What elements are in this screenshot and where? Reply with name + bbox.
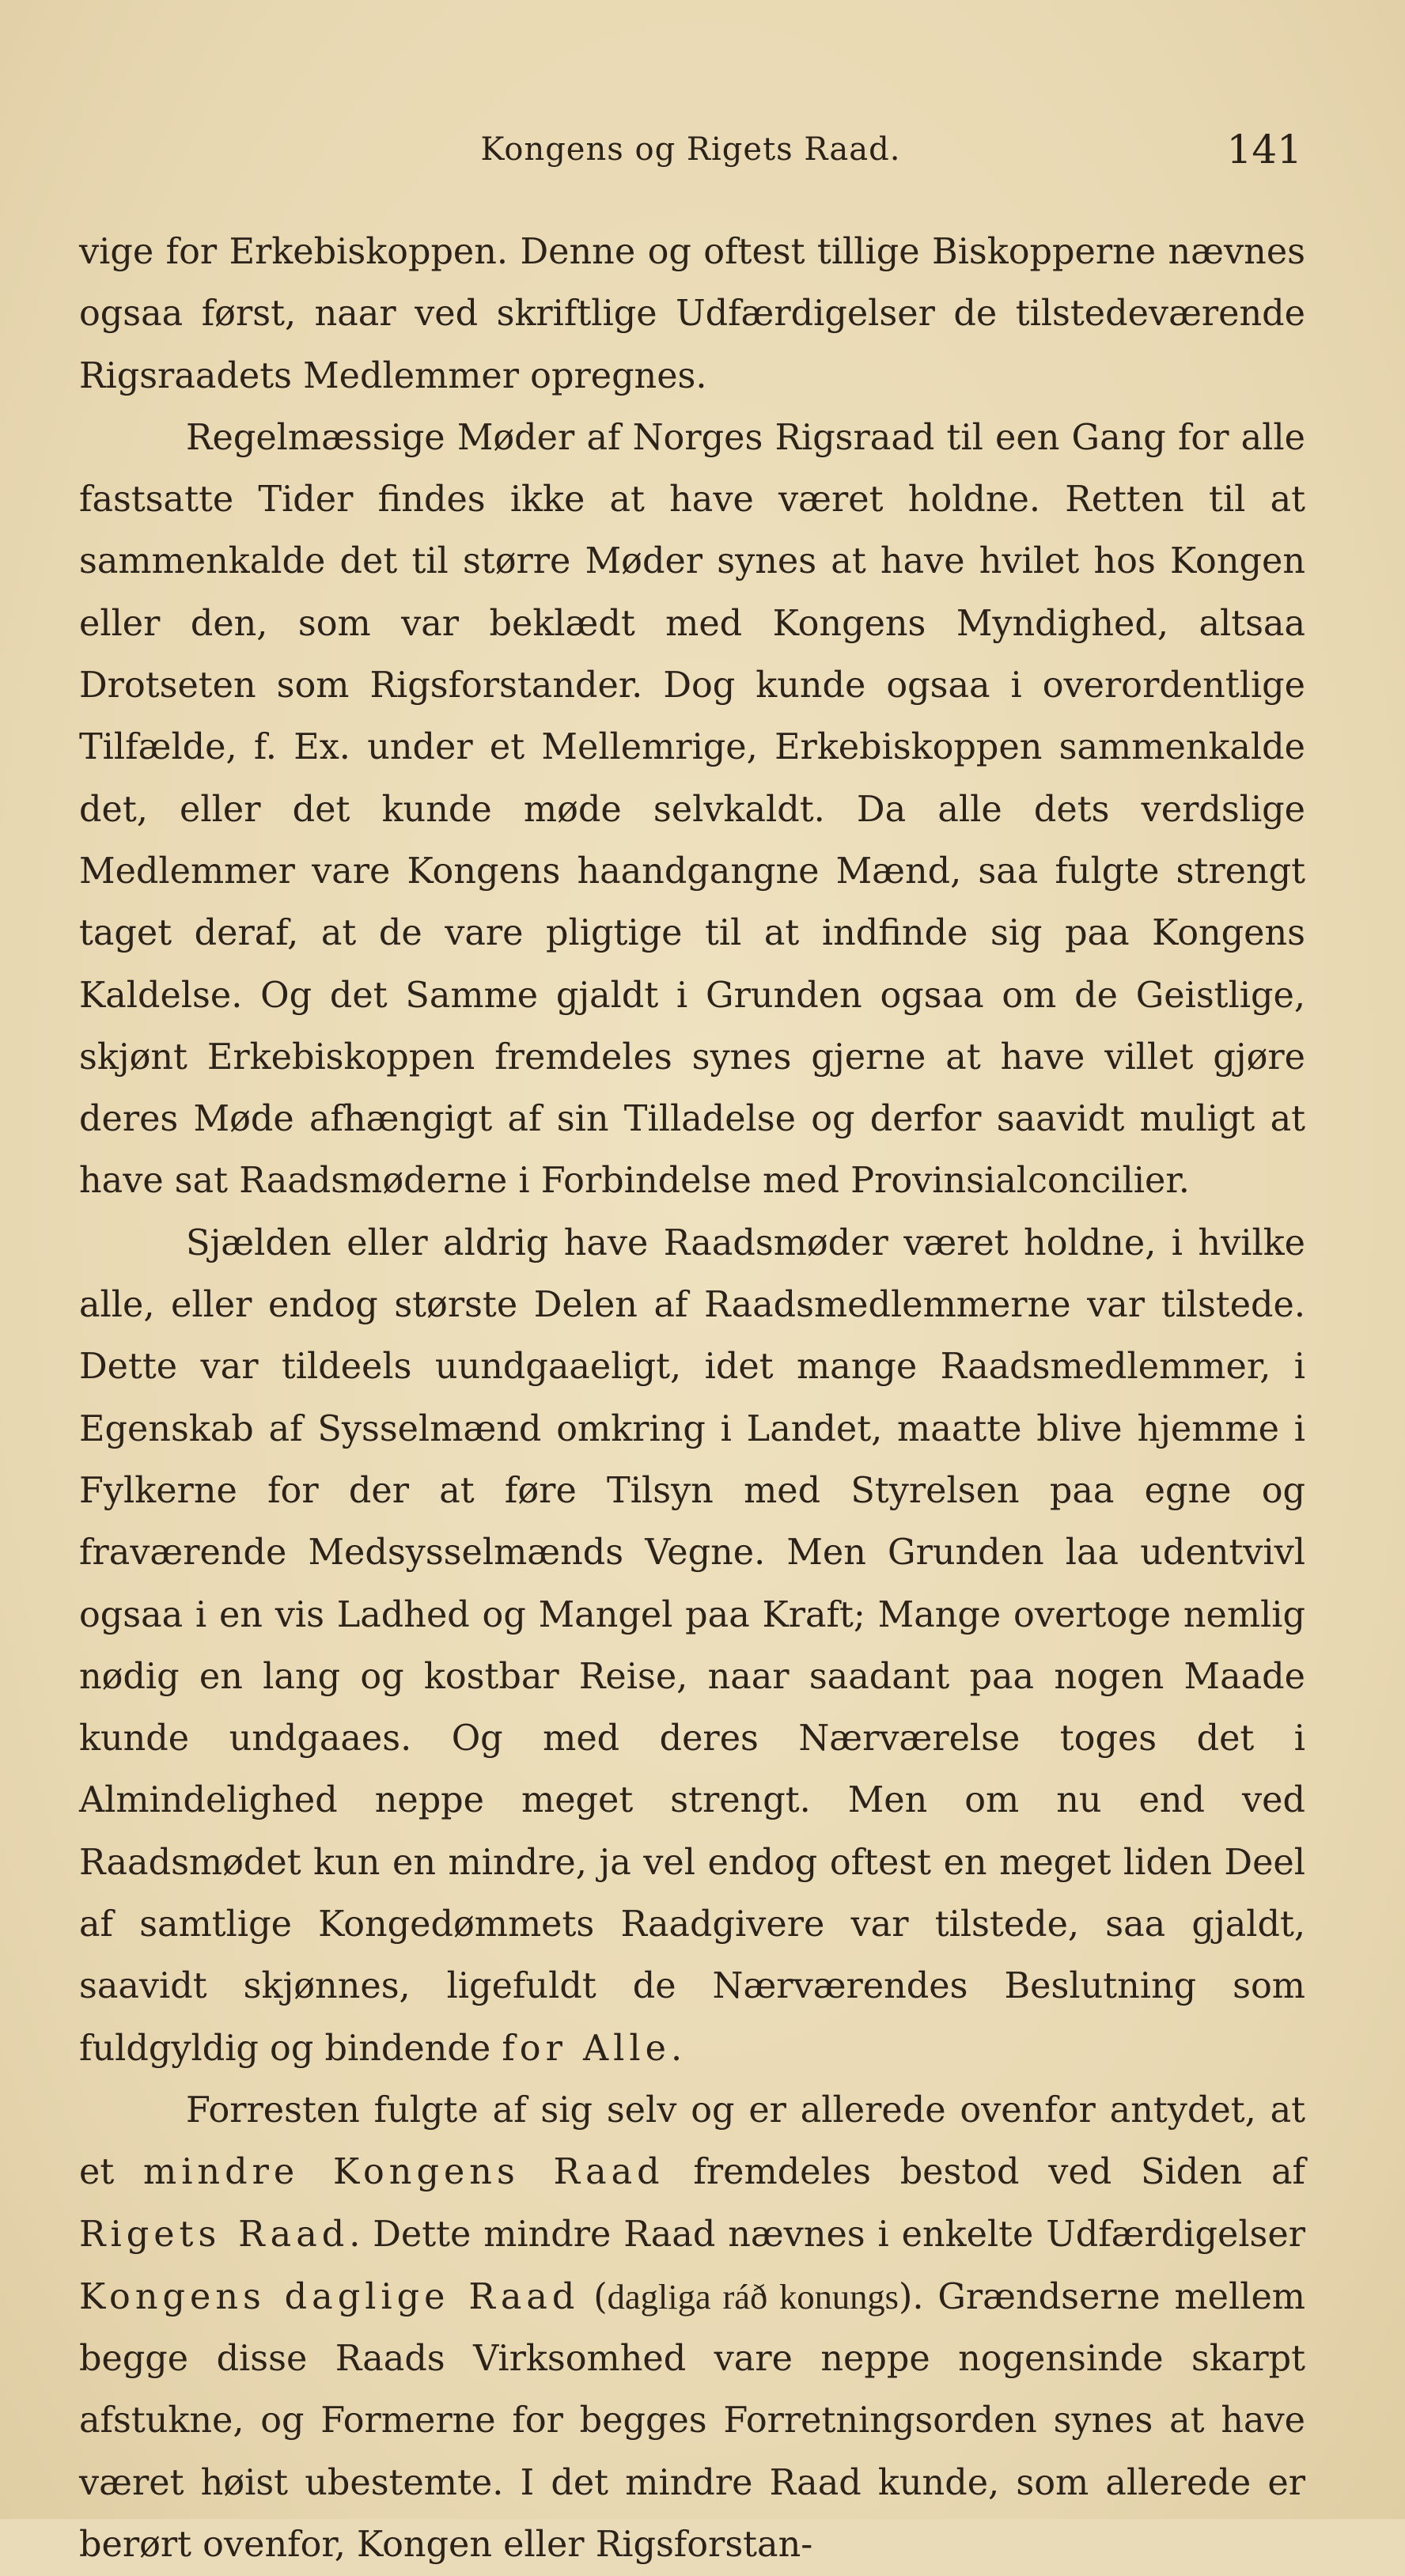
- emphasis-kongens-daglige-raad: Kongens daglige Raad: [79, 2276, 580, 2317]
- paragraph-4-text-b: fremdeles bestod ved Siden af: [664, 2152, 1305, 2193]
- paragraph-1-text: vige for Erkebiskoppen. Denne og oftest tillige Biskopperne nævnes ogsaa først, naar ved skriftlige Udfærdigelser de tilstedeværende Rigsraadets Medlemmer opregnes.: [79, 232, 1305, 396]
- page-header: [79, 127, 1302, 182]
- paragraph-4-text-d: (: [579, 2276, 608, 2317]
- paragraph-4: [79, 2080, 1305, 2576]
- paragraph-3-end: .: [670, 2028, 683, 2069]
- paragraph-1: [79, 222, 1305, 407]
- paragraph-3-text: Sjælden eller aldrig have Raadsmøder været holdne, i hvilke alle, eller endog største Delen af Raadsmedlemmerne var tilstede. Dette var tildeels uundgaaeligt, idet mange Raadsmedlemmer, i Egenskab af Sysselmænd omkring i Landet, maatte blive hjemme i Fylkerne for der at føre Tilsyn med Styrelsen paa egne og fraværende Medsysselmænds Vegne. Men Grunden laa udentvivl ogsaa i en vis Ladhed og Mangel paa Kraft; Mange overtoge nemlig nødig en lang og kostbar Reise, naar saadant paa nogen Maade kunde undgaaes. Og med deres Nærværelse toges det i Almindelighed neppe meget strengt. Men om nu end ved Raadsmødet kun en mindre, ja vel endog oftest en meget liden Deel af samtlige Kongedømmets Raadgivere var tilstede, saa gjaldt, saavidt skjønnes, ligefuldt de Nærværendes Beslutning som fuldgyldig og bindende: [79, 1222, 1305, 2069]
- emphasis-for-alle: for Alle: [502, 2028, 671, 2069]
- paragraph-2: [79, 407, 1305, 1213]
- body-text: [79, 222, 1305, 2576]
- paragraph-3: [79, 1213, 1305, 2080]
- emphasis-mindre-kongens-raad: mindre Kongens Raad: [143, 2152, 665, 2193]
- page-number: 141: [1226, 127, 1302, 172]
- emphasis-rigets-raad: Rigets Raad: [79, 2214, 350, 2255]
- old-norse-term: dagliga ráð konungs: [607, 2276, 899, 2317]
- paragraph-4-text-c: . Dette mindre Raad nævnes i enkelte Udfærdigelser: [349, 2214, 1305, 2255]
- paragraph-4-text-a: Forresten fulgte af sig selv og er allerede ovenfor antydet, at et: [79, 2089, 1305, 2193]
- running-head: Kongens og Rigets Raad.: [480, 131, 901, 168]
- paragraph-2-text: Regelmæssige Møder af Norges Rigsraad til een Gang for alle fastsatte Tider findes ikke at have været holdne. Retten til at sammenkalde det til større Møder synes at have hvilet hos Kongen eller den, som var beklædt med Kongens Myndighed, altsaa Drotseten som Rigsforstander. Dog kunde ogsaa i overordentlige Tilfælde, f. Ex. under et Mellemrige, Erkebiskoppen sammenkalde det, eller det kunde møde selvkaldt. Da alle dets verdslige Medlemmer vare Kongens haandgangne Mænd, saa fulgte strengt taget deraf, at de vare pligtige til at indfinde sig paa Kongens Kaldelse. Og det Samme gjaldt i Grunden ogsaa om de Geistlige, skjønt Erkebiskoppen fremdeles synes gjerne at have villet gjøre deres Møde afhængigt af sin Tilladelse og derfor saavidt muligt at have sat Raadsmøderne i Forbindelse med Provinsialconcilier.: [79, 417, 1305, 1202]
- paragraph-4-text-e: ). Grændserne mellem begge disse Raads Virksomhed vare neppe nogensinde skarpt afstukne, og Formerne for begges Forretningsorden synes at have været høist ubestemte. I det mindre Raad kunde, som allerede er berørt ovenfor, Kongen eller Rigsforstan-: [79, 2276, 1305, 2565]
